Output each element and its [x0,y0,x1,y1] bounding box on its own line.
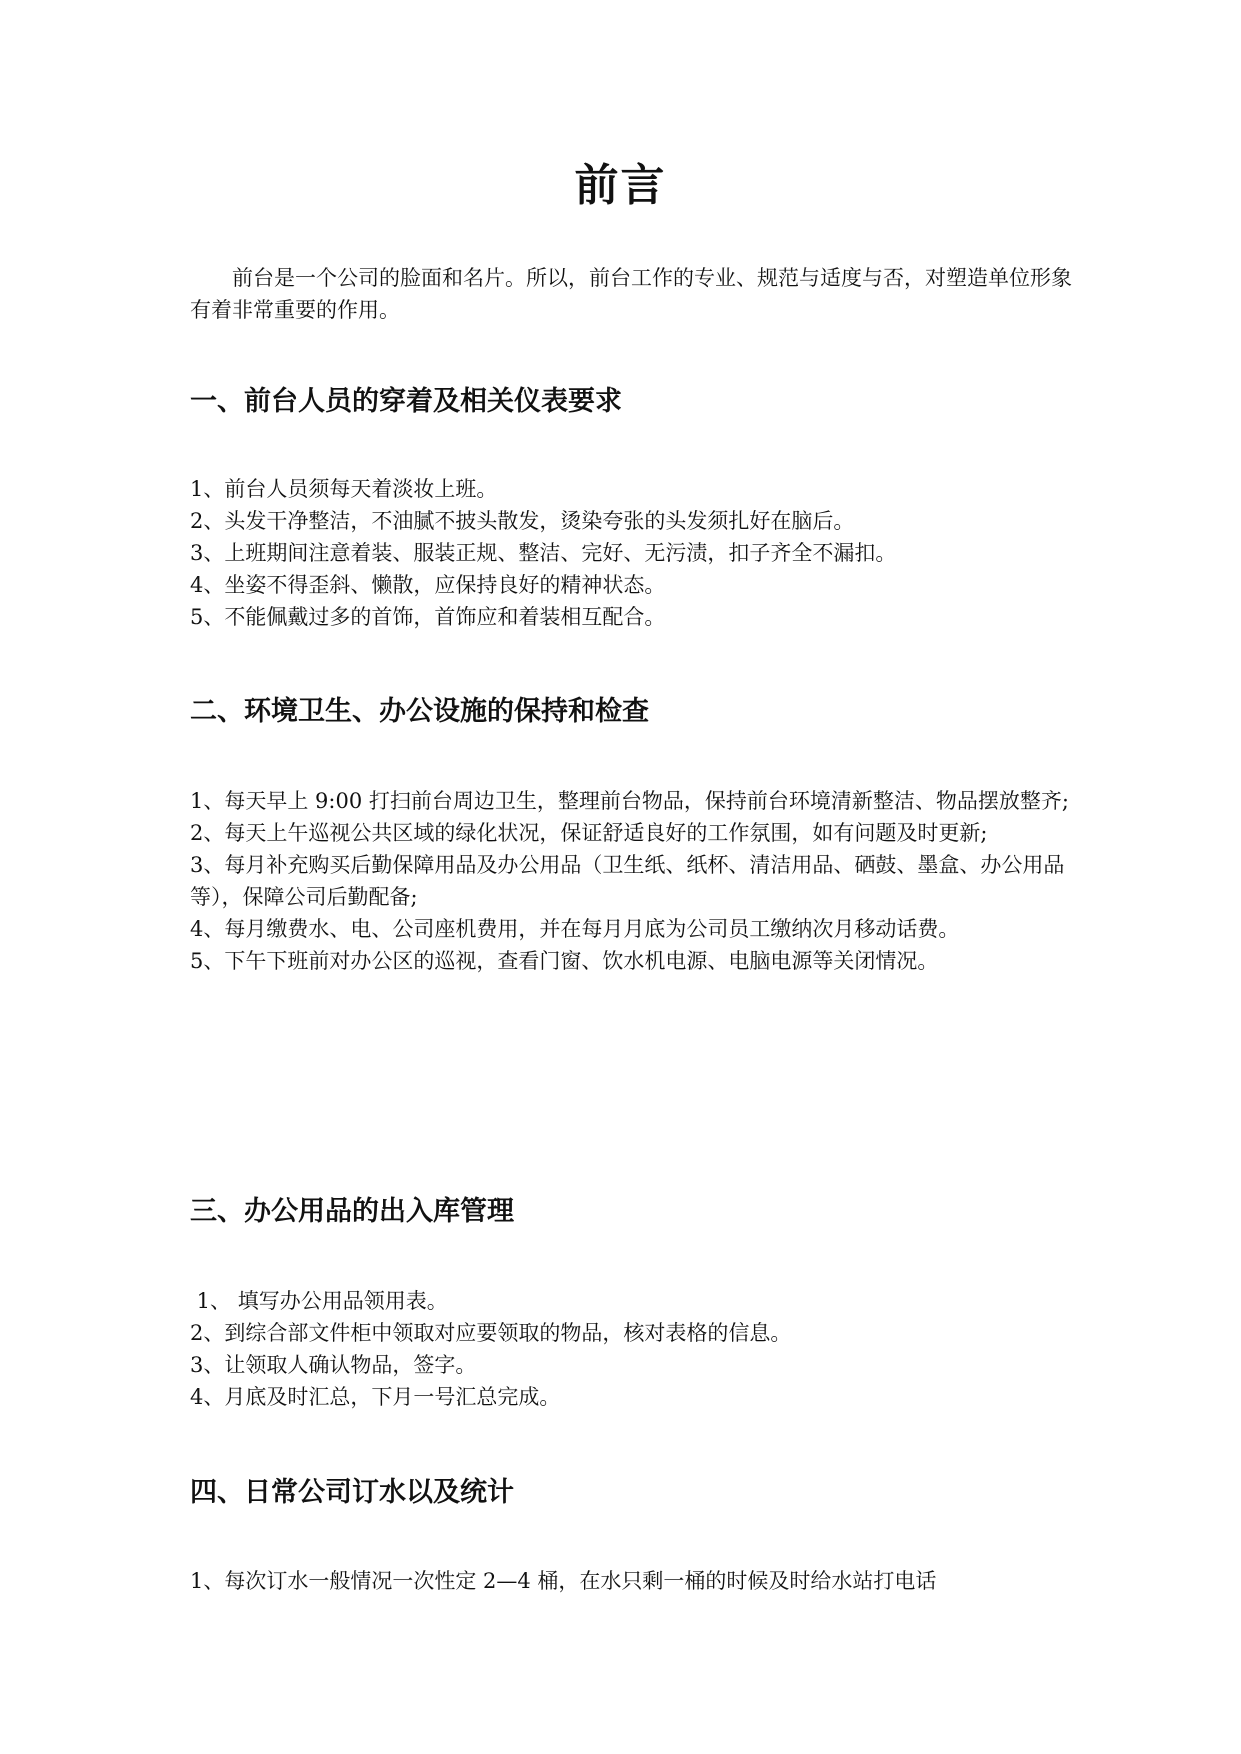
list-item: 2、头发干净整洁，不油腻不披头散发，烫染夸张的头发须扎好在脑后。 [190,509,855,533]
section-list-4 [190,1565,1090,1597]
list-item: 2、到综合部文件柜中领取对应要领取的物品，核对表格的信息。 [190,1321,792,1345]
section-heading-2: 二、环境卫生、办公设施的保持和检查 [190,696,649,727]
section-list-3 [190,1285,1090,1413]
list-item: 4、月底及时汇总，下月一号汇总完成。 [190,1385,561,1409]
list-item: 3、让领取人确认物品，签字。 [190,1353,477,1377]
list-item: 1、前台人员须每天着淡妆上班。 [190,477,498,501]
list-item: 4、每月缴费水、电、公司座机费用，并在每月月底为公司员工缴纳次月移动话费。 [190,917,960,941]
section-list-2 [190,785,1090,977]
list-item: 2、每天上午巡视公共区域的绿化状况，保证舒适良好的工作氛围，如有问题及时更新; [190,821,988,845]
section-heading-1: 一、前台人员的穿着及相关仪表要求 [190,386,622,417]
section-heading-3: 三、办公用品的出入库管理 [190,1196,514,1227]
section-heading-4: 四、日常公司订水以及统计 [190,1477,514,1508]
list-item: 3、上班期间注意着装、服装正规、整洁、完好、无污渍，扣子齐全不漏扣。 [190,541,897,565]
list-item: 5、不能佩戴过多的首饰，首饰应和着装相互配合。 [190,605,666,629]
page-title: 前言 [574,160,667,211]
list-item: 1、每天早上 9:00 打扫前台周边卫生，整理前台物品，保持前台环境清新整洁、物品摆放整齐; [190,789,1069,813]
intro-paragraph: 前台是一个公司的脸面和名片。所以，前台工作的专业、规范与适度与否，对塑造单位形象有着非常重要的作用。 [190,266,1072,322]
list-item: 1、每次订水一般情况一次性定 2—4 桶，在水只剩一桶的时候及时给水站打电话 [190,1569,937,1593]
section-list-1 [190,473,1090,633]
list-item: 1、 填写办公用品领用表。 [190,1289,448,1313]
list-item: 5、下午下班前对办公区的巡视，查看门窗、饮水机电源、电脑电源等关闭情况。 [190,949,939,973]
list-item: 4、坐姿不得歪斜、懒散，应保持良好的精神状态。 [190,573,666,597]
list-item: 3、每月补充购买后勤保障用品及办公用品（卫生纸、纸杯、清洁用品、硒鼓、墨盒、办公用品等），保障公司后勤配备; [190,853,1065,909]
